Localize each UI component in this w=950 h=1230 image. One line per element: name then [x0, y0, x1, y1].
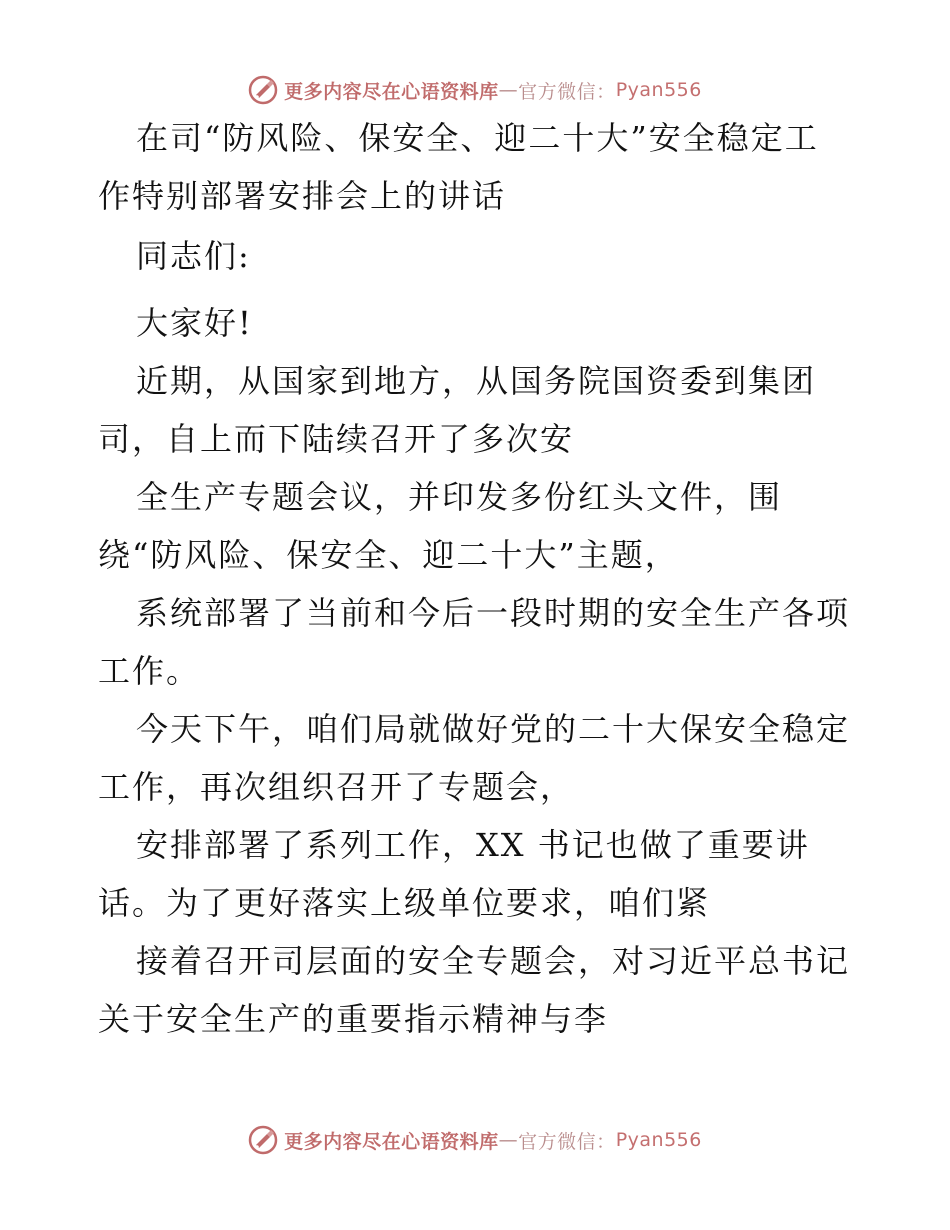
watermark-account: Pyan556: [615, 79, 702, 101]
text-line: 工作。: [98, 652, 201, 690]
text-line: 全生产专题会议，并印发多份红头文件，围: [136, 478, 783, 516]
text-line: 同志们:: [136, 237, 251, 275]
text-line: 司，自上而下陆续召开了多次安: [98, 420, 575, 458]
watermark-brand: 更多内容尽在心语资料库: [284, 80, 499, 103]
text-line: 作特别部署安排会上的讲话: [98, 177, 507, 215]
text-line: 关于安全生产的重要指示精神与李: [98, 1000, 609, 1038]
text-line: 绕“防风险、保安全、迎二十大”主题，: [98, 536, 679, 574]
text-line: 近期，从国家到地方，从国务院国资委到集团: [136, 362, 817, 400]
pen-logo-icon: [248, 1125, 278, 1155]
watermark-label: 官方微信：: [518, 80, 616, 103]
text-line: 安排部署了系列工作，XX 书记也做了重要讲: [136, 826, 810, 864]
text-line: 在司“防风险、保安全、迎二十大”安全稳定工: [136, 119, 819, 157]
text-line: 工作，再次组织召开了专题会，: [98, 768, 575, 806]
watermark-brand: 更多内容尽在心语资料库: [284, 1130, 499, 1153]
watermark-footer: [0, 1120, 950, 1160]
watermark-separator: —: [498, 1129, 519, 1151]
watermark-header: [0, 70, 950, 110]
text-line: 系统部署了当前和今后一段时期的安全生产各项: [136, 594, 851, 632]
text-line: 话。为了更好落实上级单位要求，咱们紧: [98, 884, 711, 922]
watermark-separator: —: [498, 79, 519, 101]
pen-logo-icon: [248, 75, 278, 105]
text-line: 接着召开司层面的安全专题会，对习近平总书记: [136, 942, 851, 980]
text-line: 大家好!: [136, 304, 253, 342]
text-line: 今天下午，咱们局就做好党的二十大保安全稳定: [136, 710, 851, 748]
watermark-account: Pyan556: [615, 1129, 702, 1151]
watermark-label: 官方微信：: [518, 1130, 616, 1153]
